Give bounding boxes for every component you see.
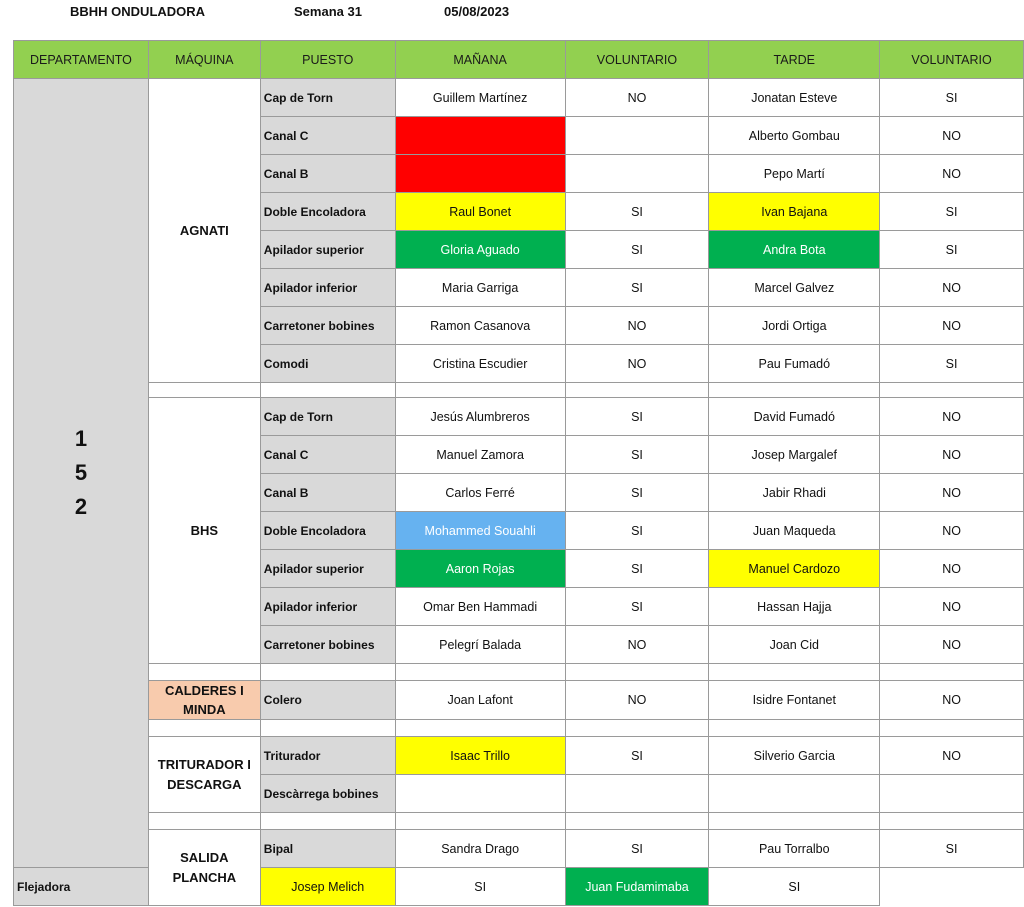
sheet-title: BBHH ONDULADORA [70, 4, 206, 19]
machine-calderes: CALDERES I MINDA [148, 681, 260, 720]
tarde-cell[interactable]: Alberto Gombau [709, 117, 880, 155]
vol2-cell[interactable]: NO [880, 117, 1024, 155]
vol1-cell[interactable] [565, 155, 709, 193]
vol2-cell[interactable]: SI [880, 345, 1024, 383]
vol2-cell[interactable]: SI [880, 830, 1024, 868]
puesto-cell[interactable]: Canal C [260, 117, 395, 155]
puesto-cell[interactable]: Canal B [260, 474, 395, 512]
vol1-cell[interactable]: SI [565, 231, 709, 269]
tarde-cell[interactable]: Marcel Galvez [709, 269, 880, 307]
top-bar [0, 0, 1024, 26]
table-row [14, 737, 1024, 775]
manana-cell[interactable]: Sandra Drago [395, 830, 565, 868]
tarde-cell[interactable]: Jordi Ortiga [709, 307, 880, 345]
vol1-cell[interactable] [565, 775, 709, 813]
tarde-cell[interactable]: David Fumadó [709, 398, 880, 436]
puesto-cell[interactable]: Apilador inferior [260, 588, 395, 626]
shift-table [13, 40, 1024, 906]
manana-cell[interactable]: Gloria Aguado [395, 231, 565, 269]
manana-cell[interactable]: Mohammed Souahli [395, 512, 565, 550]
vol1-cell[interactable]: NO [565, 681, 709, 720]
vol1-cell[interactable]: NO [565, 626, 709, 664]
spacer-row [14, 664, 1024, 681]
tarde-cell[interactable]: Pepo Martí [709, 155, 880, 193]
table-row [14, 830, 1024, 868]
vol1-cell[interactable]: SI [565, 474, 709, 512]
tarde-cell[interactable]: Pau Fumadó [709, 345, 880, 383]
machine-triturador: TRITURADOR I DESCARGA [148, 737, 260, 813]
tarde-cell[interactable]: Silverio Garcia [709, 737, 880, 775]
vol2-cell[interactable] [880, 775, 1024, 813]
date-label: 05/08/2023 [444, 4, 510, 19]
col-maquina: MÁQUINA [148, 41, 260, 79]
manana-cell[interactable]: Isaac Trillo [395, 737, 565, 775]
puesto-cell[interactable]: Flejadora [14, 868, 149, 906]
tarde-cell[interactable]: Jabir Rhadi [709, 474, 880, 512]
vol1-cell[interactable]: SI [565, 588, 709, 626]
week-label: Semana 31 [294, 4, 362, 19]
manana-cell[interactable]: Maria Garriga [395, 269, 565, 307]
vol1-cell[interactable]: SI [565, 512, 709, 550]
puesto-cell[interactable]: Carretoner bobines [260, 307, 395, 345]
department-cell: 1 5 2 [14, 79, 149, 868]
puesto-cell[interactable]: Apilador superior [260, 231, 395, 269]
manana-cell[interactable] [395, 155, 565, 193]
col-tarde: TARDE [709, 41, 880, 79]
manana-cell[interactable]: Pelegrí Balada [395, 626, 565, 664]
vol1-cell[interactable] [565, 117, 709, 155]
puesto-cell[interactable]: Doble Encoladora [260, 512, 395, 550]
manana-cell[interactable]: Cristina Escudier [395, 345, 565, 383]
vol2-cell[interactable]: NO [880, 550, 1024, 588]
table-row [14, 398, 1024, 436]
spacer-row [14, 813, 1024, 830]
tarde-cell[interactable] [709, 775, 880, 813]
tarde-cell[interactable]: Pau Torralbo [709, 830, 880, 868]
col-puesto: PUESTO [260, 41, 395, 79]
vol2-cell[interactable]: NO [880, 626, 1024, 664]
machine-bhs: BHS [148, 398, 260, 664]
vol2-cell[interactable]: NO [880, 269, 1024, 307]
tarde-cell[interactable]: Jonatan Esteve [709, 79, 880, 117]
puesto-cell[interactable]: Apilador superior [260, 550, 395, 588]
machine-salida: SALIDA PLANCHA [148, 830, 260, 906]
tarde-cell[interactable]: Juan Fudamimaba [565, 868, 709, 906]
vol2-cell[interactable]: NO [880, 588, 1024, 626]
manana-cell[interactable]: Carlos Ferré [395, 474, 565, 512]
tarde-cell[interactable]: Ivan Bajana [709, 193, 880, 231]
vol2-cell[interactable]: NO [880, 737, 1024, 775]
tarde-cell[interactable]: Juan Maqueda [709, 512, 880, 550]
vol2-cell[interactable]: NO [880, 474, 1024, 512]
table-row [14, 79, 1024, 117]
vol2-cell[interactable]: SI [880, 79, 1024, 117]
manana-cell[interactable]: Aaron Rojas [395, 550, 565, 588]
vol1-cell[interactable]: NO [565, 307, 709, 345]
machine-agnati: AGNATI [148, 79, 260, 383]
vol2-cell[interactable]: NO [880, 436, 1024, 474]
manana-cell[interactable] [395, 117, 565, 155]
manana-cell[interactable]: Manuel Zamora [395, 436, 565, 474]
manana-cell[interactable]: Jesús Alumbreros [395, 398, 565, 436]
manana-cell[interactable]: Ramon Casanova [395, 307, 565, 345]
col-manana: MAÑANA [395, 41, 565, 79]
manana-cell[interactable] [395, 775, 565, 813]
vol2-cell[interactable]: NO [880, 398, 1024, 436]
col-voluntario-1: VOLUNTARIO [565, 41, 709, 79]
manana-cell[interactable]: Joan Lafont [395, 681, 565, 720]
vol2-cell[interactable]: NO [880, 155, 1024, 193]
tarde-cell[interactable]: Andra Bota [709, 231, 880, 269]
vol1-cell[interactable]: SI [565, 737, 709, 775]
vol1-cell[interactable]: SI [565, 830, 709, 868]
vol2-cell[interactable]: SI [880, 231, 1024, 269]
vol1-cell[interactable]: SI [565, 550, 709, 588]
col-departamento: DEPARTAMENTO [14, 41, 149, 79]
header-row [14, 41, 1024, 79]
tarde-cell[interactable]: Manuel Cardozo [709, 550, 880, 588]
puesto-cell[interactable]: Doble Encoladora [260, 193, 395, 231]
vol1-cell[interactable]: SI [565, 398, 709, 436]
vol2-cell[interactable]: NO [880, 681, 1024, 720]
spacer-row [14, 383, 1024, 398]
puesto-cell[interactable]: Comodi [260, 345, 395, 383]
puesto-cell[interactable]: Canal B [260, 155, 395, 193]
puesto-cell[interactable]: Carretoner bobines [260, 626, 395, 664]
vol2-cell[interactable]: SI [709, 868, 880, 906]
puesto-cell[interactable]: Descàrrega bobines [260, 775, 395, 813]
vol2-cell[interactable]: NO [880, 307, 1024, 345]
puesto-cell[interactable]: Colero [260, 681, 395, 720]
tarde-cell[interactable]: Hassan Hajja [709, 588, 880, 626]
manana-cell[interactable]: Raul Bonet [395, 193, 565, 231]
vol1-cell[interactable]: SI [565, 436, 709, 474]
vol2-cell[interactable]: SI [880, 193, 1024, 231]
puesto-cell[interactable]: Cap de Torn [260, 79, 395, 117]
manana-cell[interactable]: Josep Melich [260, 868, 395, 906]
puesto-cell[interactable]: Canal C [260, 436, 395, 474]
table-row [14, 681, 1024, 720]
vol1-cell[interactable]: SI [565, 193, 709, 231]
puesto-cell[interactable]: Apilador inferior [260, 269, 395, 307]
vol2-cell[interactable]: NO [880, 512, 1024, 550]
tarde-cell[interactable]: Joan Cid [709, 626, 880, 664]
manana-cell[interactable]: Omar Ben Hammadi [395, 588, 565, 626]
puesto-cell[interactable]: Cap de Torn [260, 398, 395, 436]
col-voluntario-2: VOLUNTARIO [880, 41, 1024, 79]
vol1-cell[interactable]: SI [565, 269, 709, 307]
tarde-cell[interactable]: Josep Margalef [709, 436, 880, 474]
tarde-cell[interactable]: Isidre Fontanet [709, 681, 880, 720]
manana-cell[interactable]: Guillem Martínez [395, 79, 565, 117]
vol1-cell[interactable]: NO [565, 79, 709, 117]
puesto-cell[interactable]: Triturador [260, 737, 395, 775]
puesto-cell[interactable]: Bipal [260, 830, 395, 868]
spacer-row [14, 720, 1024, 737]
vol1-cell[interactable]: NO [565, 345, 709, 383]
vol1-cell[interactable]: SI [395, 868, 565, 906]
